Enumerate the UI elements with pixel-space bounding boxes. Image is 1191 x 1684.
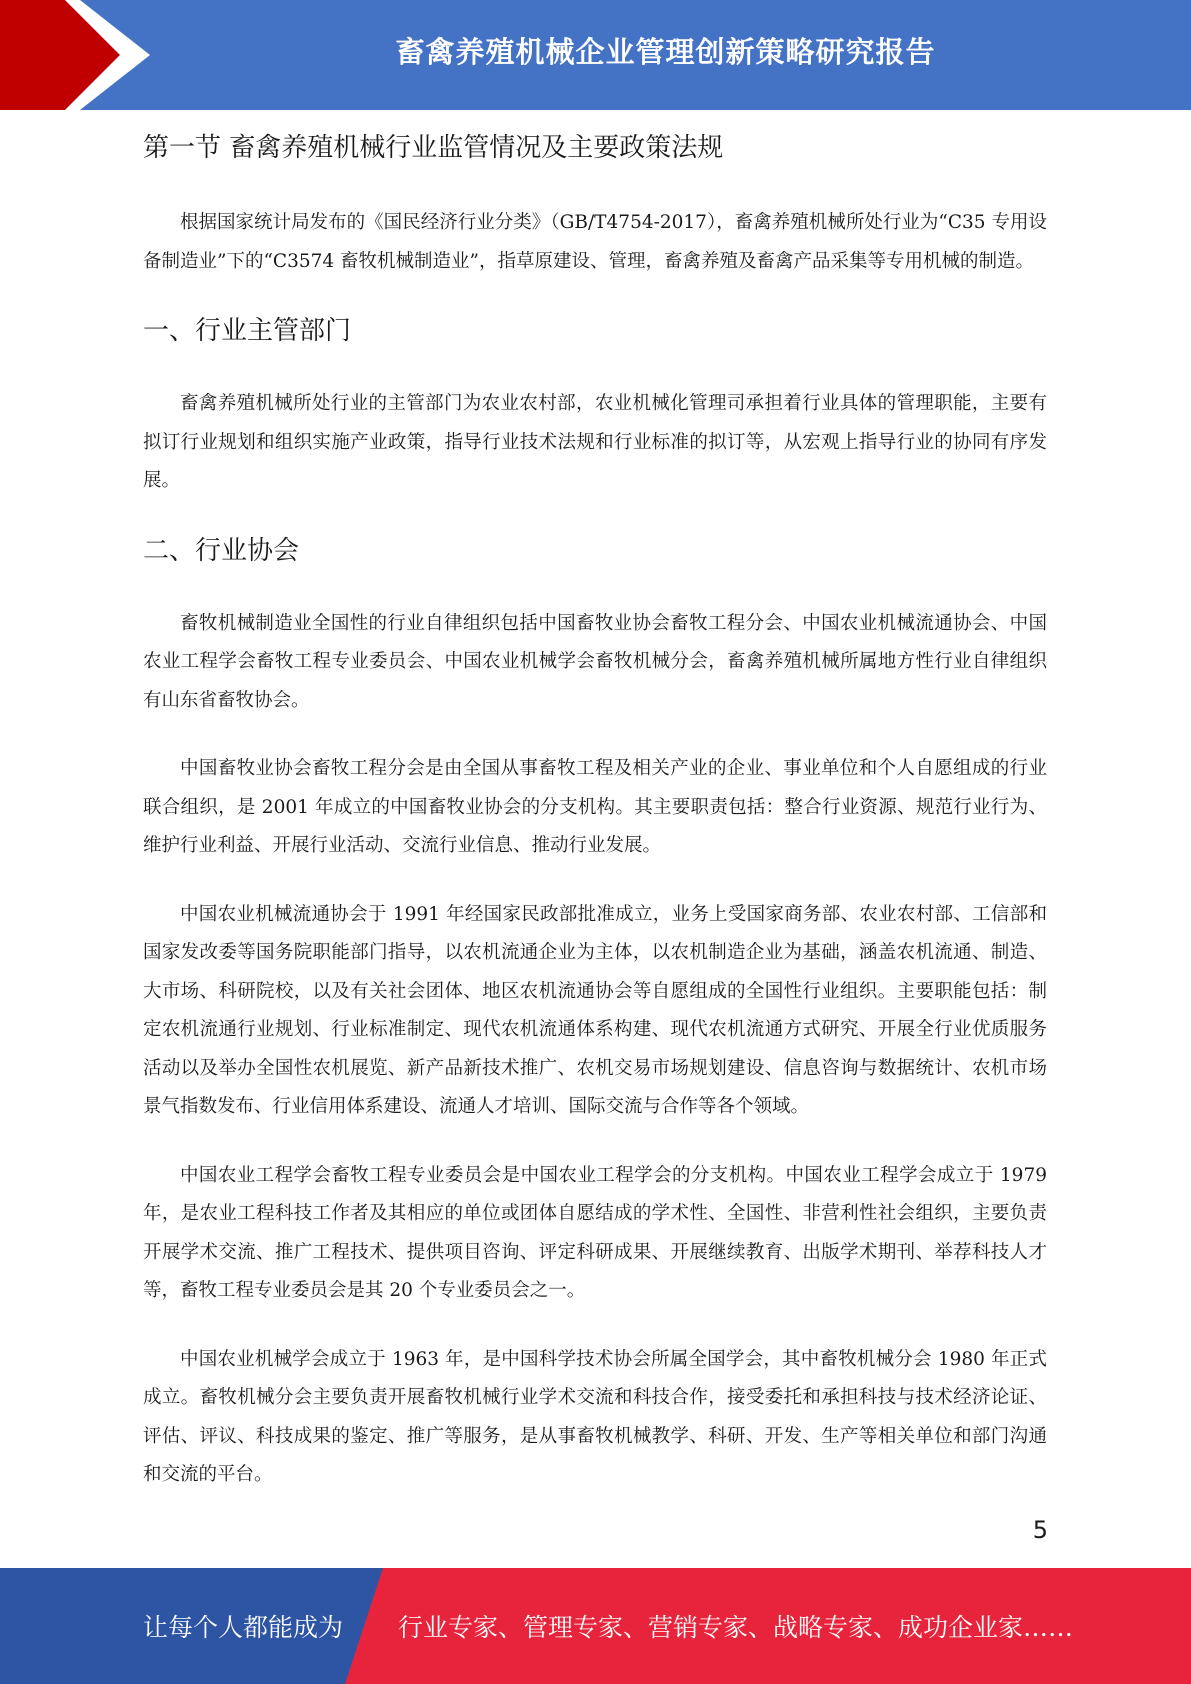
footer-slogan-left: 让每个人都能成为 <box>143 1613 344 1642</box>
footer-slogan-right: 行业专家、管理专家、营销专家、战略专家、成功企业家…… <box>398 1613 1074 1642</box>
subsection-title-associations: 二、行业协会 <box>143 535 300 566</box>
header-banner <box>0 0 1191 110</box>
association-paragraph: 中国农业机械流通协会于 1991 年经国家民政部批准成立，业务上受国家商务部、农业农村部、工信部和国家发改委等国务院职能部门指导，以农机流通企业为主体，以农机制造企业为基础，涵盖农机流通、制造、大市场、科研院校，以及有关社会团体、地区农机流通协会等自愿组成的全国性行业组织。主要职能包括：制定农机流通行业规划、行业标准制定、现代农机流通体系构建、现代农机流通方式研究、开展全行业优质服务活动以及举办全国性农机展览、新产品新技术推广、农机交易市场规划建设、信息咨询与数据统计、农机市场景气指数发布、行业信用体系建设、流通人才培训、国际交流与合作等各个领域。 <box>143 903 1047 1117</box>
authority-paragraph: 畜禽养殖机械所处行业的主管部门为农业农村部，农业机械化管理司承担着行业具体的管理职能，主要有拟订行业规划和组织实施产业政策，指导行业技术法规和行业标准的拟订等，从宏观上指导行业的协同有序发展。 <box>143 393 1047 491</box>
association-paragraph: 中国畜牧业协会畜牧工程分会是由全国从事畜牧工程及相关产业的企业、事业单位和个人自愿组成的行业联合组织，是 2001 年成立的中国畜牧业协会的分支机构。其主要职责包括：整合行业资源、规范行业行为、维护行业利益、开展行业活动、交流行业信息、推动行业发展。 <box>143 758 1047 856</box>
page-content <box>143 128 1047 1525</box>
association-paragraph: 中国农业机械学会成立于 1963 年，是中国科学技术协会所属全国学会，其中畜牧机械分会 1980 年正式成立。畜牧机械分会主要负责开展畜牧机械行业学术交流和科技合作，接受委托和承担科技与技术经济论证、评估、评议、科技成果的鉴定、推广等服务，是从事畜牧机械教学、科研、开发、生产等相关单位和部门沟通和交流的平台。 <box>143 1348 1047 1485</box>
intro-paragraph: 根据国家统计局发布的《国民经济行业分类》（GB/T4754-2017），畜禽养殖机械所处行业为“C35 专用设备制造业”下的“C3574 畜牧机械制造业”，指草原建设、管理，畜禽养殖及畜禽产品采集等专用机械的制造。 <box>143 212 1047 272</box>
page-number: 5 <box>1032 1516 1048 1544</box>
association-paragraph: 中国农业工程学会畜牧工程专业委员会是中国农业工程学会的分支机构。中国农业工程学会成立于 1979 年，是农业工程科技工作者及其相应的单位或团体自愿结成的学术性、全国性、非营利性社会组织，主要负责开展学术交流、推广工程技术、提供项目咨询、评定科研成果、开展继续教育、出版学术期刊、举荐科技人才等，畜牧工程专业委员会是其 20 个专业委员会之一。 <box>143 1164 1047 1301</box>
section-title: 第一节 畜禽养殖机械行业监管情况及主要政策法规 <box>143 133 724 163</box>
header-chevron-decoration <box>0 0 160 110</box>
footer-banner <box>0 1568 1191 1684</box>
association-paragraph: 畜牧机械制造业全国性的行业自律组织包括中国畜牧业协会畜牧工程分会、中国农业机械流通协会、中国农业工程学会畜牧工程专业委员会、中国农业机械学会畜牧机械分会，畜禽养殖机械所属地方性行业自律组织有山东省畜牧协会。 <box>143 612 1047 711</box>
report-title: 畜禽养殖机械企业管理创新策略研究报告 <box>395 34 936 69</box>
subsection-title-authority: 一、行业主管部门 <box>143 316 352 346</box>
